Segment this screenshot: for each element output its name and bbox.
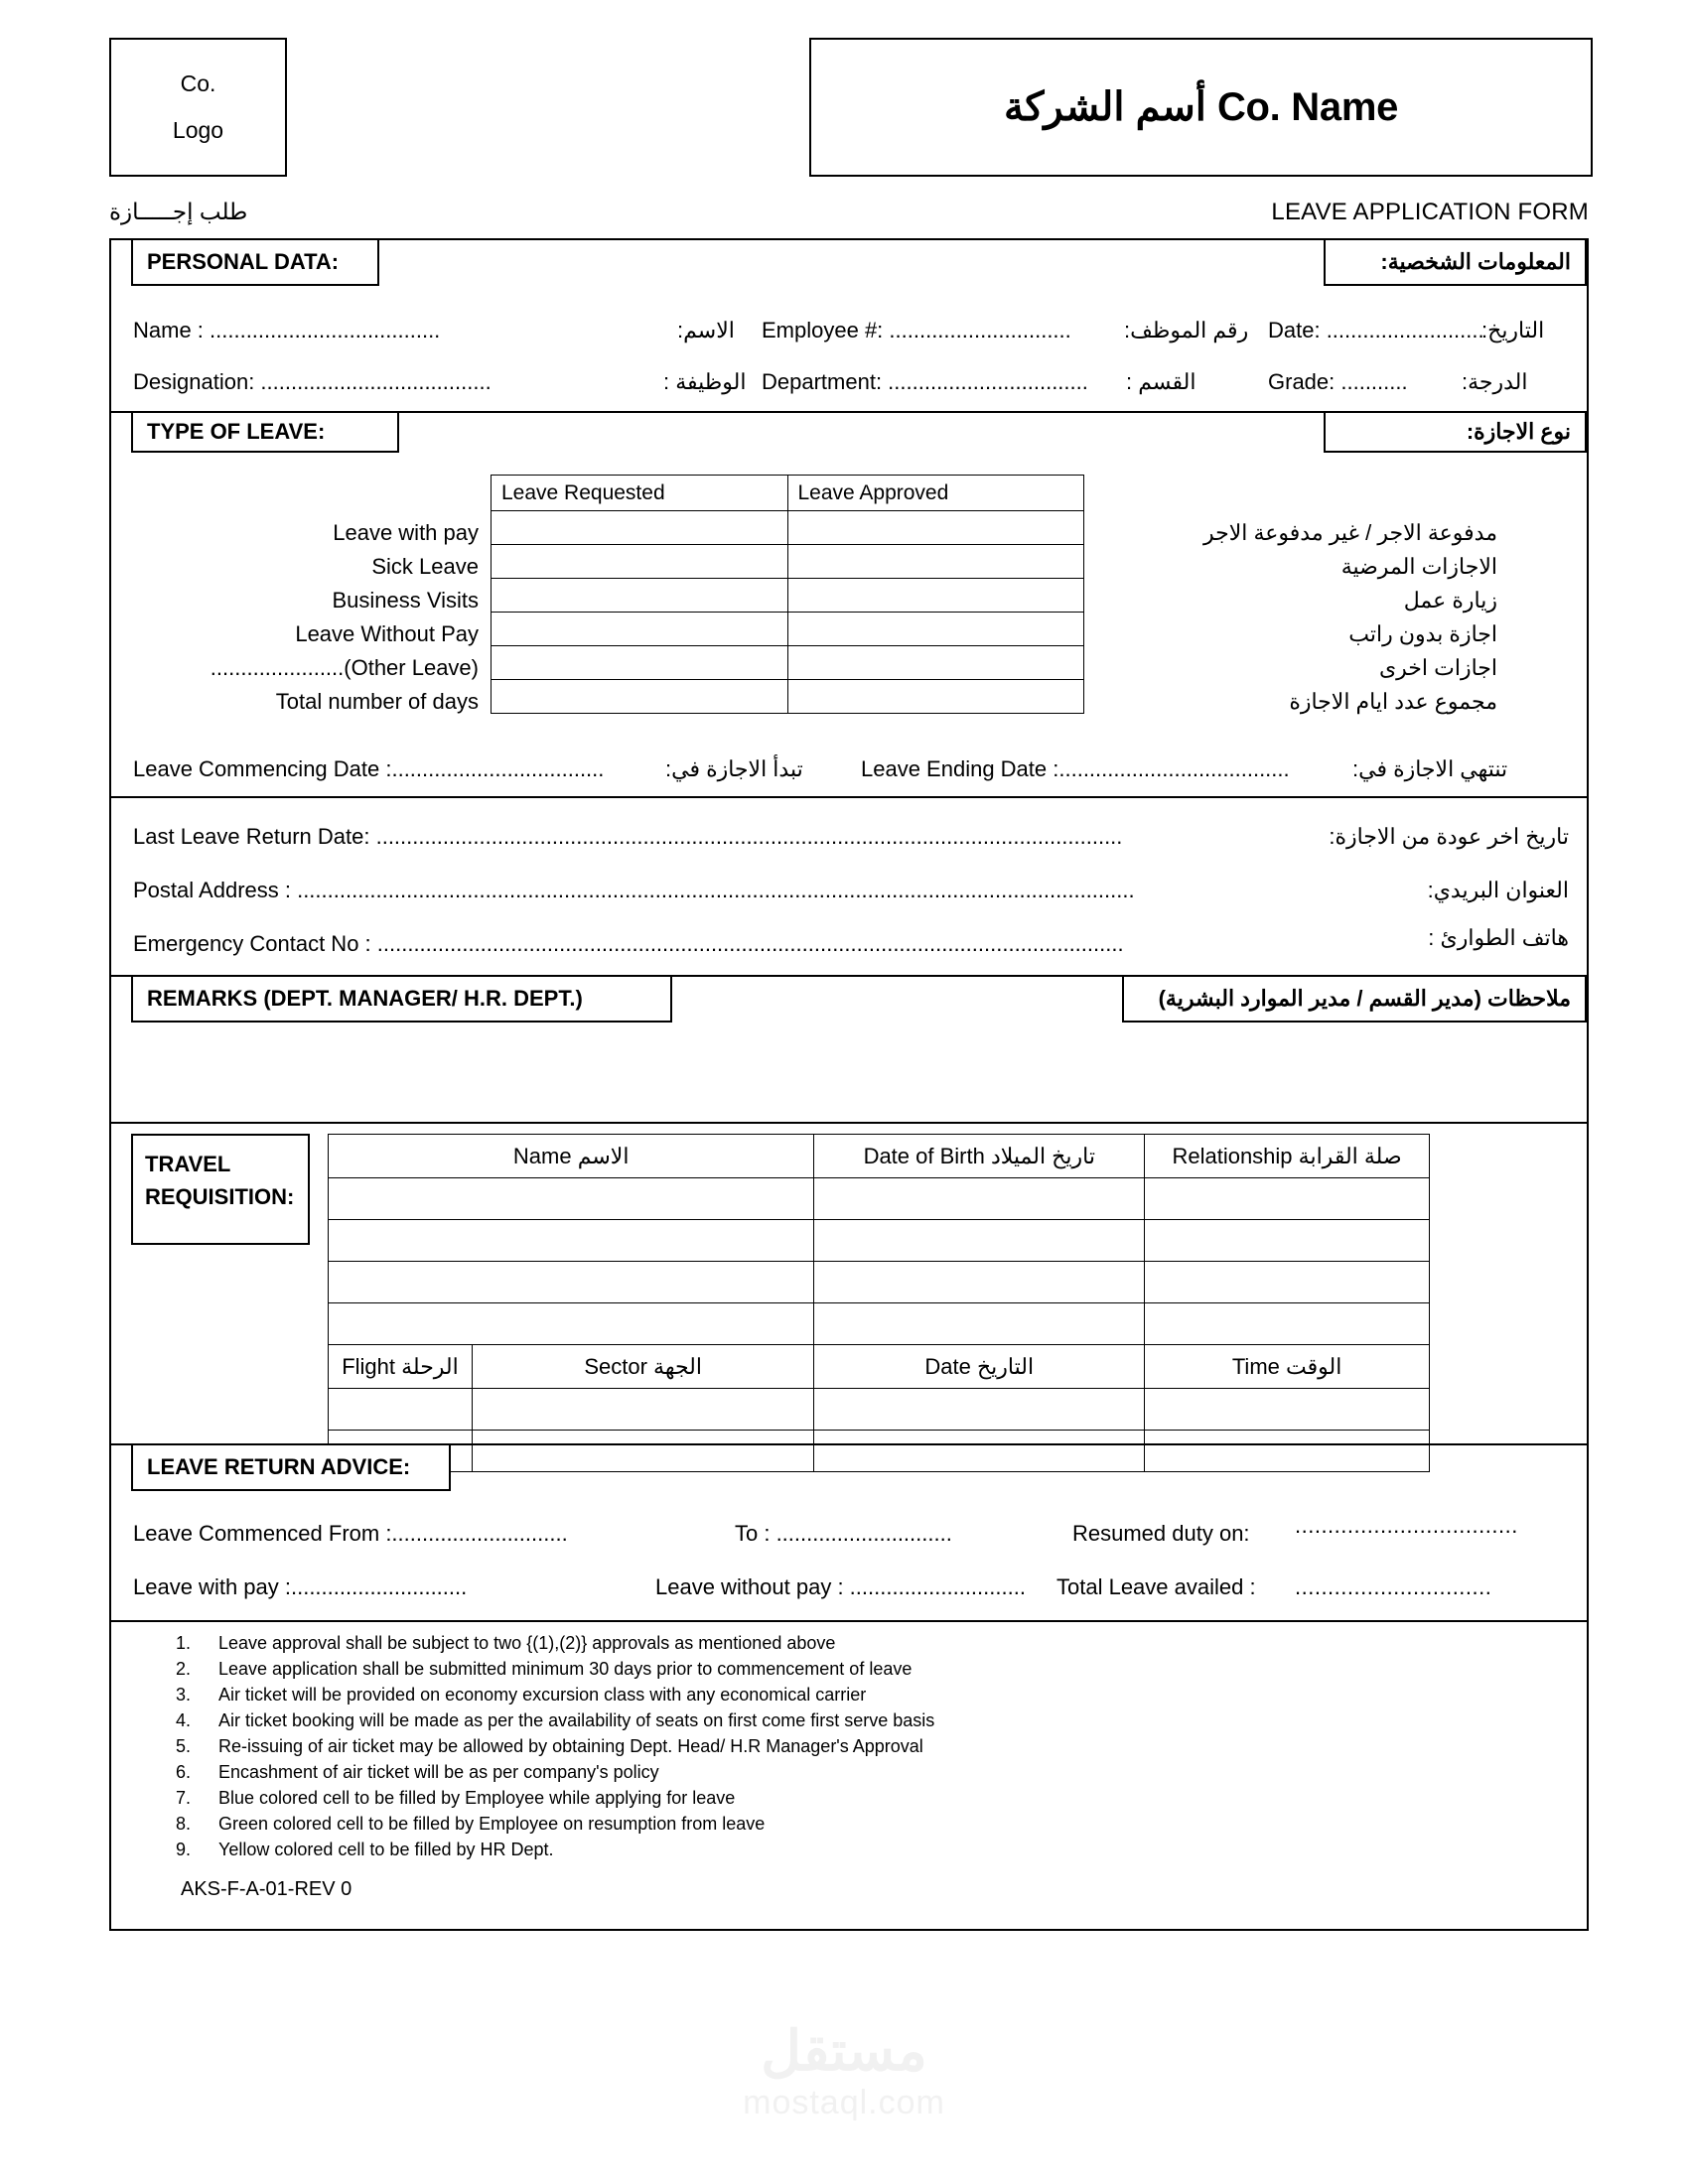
cell-approved-without-pay[interactable] xyxy=(787,613,1084,646)
leave-type-row-business xyxy=(492,579,1084,613)
travel-badge-line-2: REQUISITION: xyxy=(145,1184,295,1209)
travel-cell-relationship[interactable] xyxy=(1145,1220,1430,1262)
travel-cell-relationship[interactable] xyxy=(1145,1303,1430,1345)
divider-notes xyxy=(111,1620,1587,1622)
form-title-en: LEAVE APPLICATION FORM xyxy=(1271,199,1589,225)
travel-cell-dob[interactable] xyxy=(814,1262,1145,1303)
watermark-arabic-text: مستقل xyxy=(761,2019,927,2082)
leave-requested-header: Leave Requested xyxy=(492,476,788,511)
field-postal-address-en[interactable]: Postal Address : .......................................................................................................................................... xyxy=(133,878,1135,902)
table-row xyxy=(329,1431,1430,1472)
field-leave-commenced-to[interactable]: To : ............................. xyxy=(735,1521,952,1546)
field-employee-number-ar: رقم الموظف: xyxy=(1124,318,1249,342)
list-item xyxy=(171,1763,934,1781)
list-item xyxy=(171,1686,934,1704)
cell-approved-with-pay[interactable] xyxy=(787,511,1084,545)
field-grade-ar: الدرجة: xyxy=(1462,369,1528,394)
section-badge-remarks-ar xyxy=(1122,975,1587,1023)
travel-cell-time[interactable] xyxy=(1145,1431,1430,1472)
travel-header-flight: Flight الرحلة xyxy=(329,1345,473,1389)
note-text: Air ticket booking will be made as per the availability of seats on first come first serve basis xyxy=(218,1710,935,1730)
travel-badge-line-1: TRAVEL xyxy=(145,1152,231,1176)
leave-type-header-row xyxy=(492,476,1084,511)
field-name-en[interactable]: Name : ...................................... xyxy=(133,318,441,342)
field-department-en[interactable]: Department: ................................. xyxy=(762,369,1088,394)
field-date-en[interactable]: Date: .......................... xyxy=(1268,318,1484,342)
section-badge-travel-requisition xyxy=(131,1134,310,1245)
leave-type-row-with-pay xyxy=(492,511,1084,545)
leave-type-row-total xyxy=(492,680,1084,714)
travel-header-sector: Sector الجهة xyxy=(472,1345,813,1389)
field-leave-ending-date-en[interactable]: Leave Ending Date :...................................... xyxy=(861,756,1290,781)
note-number: 1. xyxy=(175,1633,191,1653)
mostaql-watermark xyxy=(0,2020,1688,2122)
field-last-leave-return-date-en[interactable]: Last Leave Return Date: ........................................................................................................................... xyxy=(133,824,1123,849)
leave-type-label-business-ar: زيارة عمل xyxy=(1403,588,1497,613)
travel-cell-date[interactable] xyxy=(814,1389,1145,1431)
leave-type-label-with-pay-ar: مدفوعة الاجر / غير مدفوعة الاجر xyxy=(1202,520,1497,545)
field-leave-commenced-from[interactable]: Leave Commenced From :............................. xyxy=(133,1521,568,1546)
travel-cell-dob[interactable] xyxy=(814,1303,1145,1345)
field-total-leave-availed-value[interactable]: .............................. xyxy=(1295,1574,1492,1599)
logo-line-2: Logo xyxy=(172,117,224,143)
section-badge-remarks xyxy=(131,975,672,1023)
list-item xyxy=(171,1711,934,1729)
note-number: 6. xyxy=(175,1762,191,1782)
field-leave-commencing-date-ar: تبدأ الاجازة في: xyxy=(665,756,803,781)
cell-approved-total[interactable] xyxy=(787,680,1084,714)
leave-type-label-sick-ar: الاجازات المرضية xyxy=(1340,554,1497,579)
form-revision-code: AKS-F-A-01-REV 0 xyxy=(181,1878,352,1900)
travel-cell-name[interactable] xyxy=(329,1178,814,1220)
note-text: Encashment of air ticket will be as per company's policy xyxy=(218,1762,659,1782)
note-text: Blue colored cell to be filled by Employee while applying for leave xyxy=(218,1788,736,1808)
travel-cell-relationship[interactable] xyxy=(1145,1178,1430,1220)
travel-cell-name[interactable] xyxy=(329,1262,814,1303)
field-resumed-duty-value[interactable]: .................................. xyxy=(1295,1513,1518,1538)
type-of-leave-label-en: TYPE OF LEAVE: xyxy=(147,419,326,444)
type-of-leave-label-ar: نوع الاجازة: xyxy=(1466,419,1571,444)
travel-cell-name[interactable] xyxy=(329,1303,814,1345)
leave-type-table xyxy=(491,475,1084,714)
section-badge-type-of-leave xyxy=(131,411,399,453)
logo-line-1: Co. xyxy=(180,70,216,96)
form-body xyxy=(109,238,1589,1931)
travel-cell-relationship[interactable] xyxy=(1145,1262,1430,1303)
field-grade-en[interactable]: Grade: ........... xyxy=(1268,369,1408,394)
travel-cell-name[interactable] xyxy=(329,1220,814,1262)
leave-type-row-other xyxy=(492,646,1084,680)
note-number: 3. xyxy=(175,1685,191,1705)
field-leave-ending-date-ar: تنتهي الاجازة في: xyxy=(1352,756,1508,781)
form-title-ar: طلب إجـــــازة xyxy=(109,199,248,224)
field-last-leave-return-date-ar: تاريخ اخر عودة من الاجازة: xyxy=(1329,824,1569,849)
travel-header-dob: Date of Birth تاريخ الميلاد xyxy=(814,1135,1145,1178)
section-badge-personal-data-ar xyxy=(1324,238,1587,286)
travel-header-date: Date التاريخ xyxy=(814,1345,1145,1389)
leave-type-row-sick xyxy=(492,545,1084,579)
table-row xyxy=(329,1303,1430,1345)
leave-type-label-total-days-ar: مجموع عدد ايام الاجازة xyxy=(1289,689,1497,714)
travel-header-time: Time الوقت xyxy=(1145,1345,1430,1389)
cell-requested-with-pay[interactable] xyxy=(492,511,788,545)
list-item xyxy=(171,1789,934,1807)
notes-list xyxy=(171,1634,934,1866)
field-designation-ar: الوظيفة : xyxy=(663,369,747,394)
leave-type-label-total-days: Total number of days xyxy=(275,689,479,714)
note-number: 9. xyxy=(175,1840,191,1859)
travel-header-name: Name الاسم xyxy=(329,1135,814,1178)
note-number: 7. xyxy=(175,1788,191,1808)
field-emergency-contact-en[interactable]: Emergency Contact No : ........................................................................................................................... xyxy=(133,931,1124,956)
leave-approved-header: Leave Approved xyxy=(787,476,1084,511)
leave-type-label-other[interactable]: ......................(Other Leave) xyxy=(210,655,479,680)
note-number: 8. xyxy=(175,1814,191,1834)
travel-person-header-row xyxy=(329,1135,1430,1178)
leave-type-label-business: Business Visits xyxy=(332,588,479,613)
cell-approved-business[interactable] xyxy=(787,579,1084,613)
note-text: Leave approval shall be subject to two {(1),(2)} approvals as mentioned above xyxy=(218,1633,836,1653)
cell-requested-without-pay[interactable] xyxy=(492,613,788,646)
cell-requested-sick[interactable] xyxy=(492,545,788,579)
divider-contact-block xyxy=(111,796,1587,798)
note-text: Leave application shall be submitted minimum 30 days prior to commencement of leave xyxy=(218,1659,913,1679)
field-leave-commencing-date-en[interactable]: Leave Commencing Date :................................... xyxy=(133,756,605,781)
travel-cell-dob[interactable] xyxy=(814,1220,1145,1262)
table-row xyxy=(329,1220,1430,1262)
section-badge-leave-return-advice xyxy=(131,1443,451,1491)
table-row xyxy=(329,1389,1430,1431)
travel-cell-sector[interactable] xyxy=(472,1389,813,1431)
note-text: Air ticket will be provided on economy excursion class with any economical carrier xyxy=(218,1685,867,1705)
form-header xyxy=(109,38,1589,177)
note-text: Yellow colored cell to be filled by HR Dept. xyxy=(218,1840,554,1859)
travel-cell-date[interactable] xyxy=(814,1431,1145,1472)
field-designation-en[interactable]: Designation: ...................................... xyxy=(133,369,492,394)
personal-data-label-ar: المعلومات الشخصية: xyxy=(1380,249,1571,274)
travel-cell-dob[interactable] xyxy=(814,1178,1145,1220)
travel-flight-header-row xyxy=(329,1345,1430,1389)
leave-type-label-without-pay-ar: اجازة بدون راتب xyxy=(1348,621,1497,646)
travel-cell-sector[interactable] xyxy=(472,1431,813,1472)
field-employee-number-en[interactable]: Employee #: .............................. xyxy=(762,318,1071,342)
list-item xyxy=(171,1634,934,1652)
note-number: 4. xyxy=(175,1710,191,1730)
remarks-label-en: REMARKS (DEPT. MANAGER/ H.R. DEPT.) xyxy=(147,986,583,1011)
cell-approved-sick[interactable] xyxy=(787,545,1084,579)
cell-approved-other[interactable] xyxy=(787,646,1084,680)
field-leave-without-pay[interactable]: Leave without pay : ............................. xyxy=(655,1574,1026,1599)
travel-cell-flight[interactable] xyxy=(329,1389,473,1431)
remarks-label-ar: ملاحظات (مدير القسم / مدير الموارد البشرية) xyxy=(1158,986,1571,1011)
travel-header-relationship: Relationship صلة القرابة xyxy=(1145,1135,1430,1178)
leave-type-label-with-pay: Leave with pay xyxy=(333,520,479,545)
personal-data-label-en: PERSONAL DATA: xyxy=(147,249,340,274)
field-postal-address-ar: العنوان البريدي: xyxy=(1427,878,1569,902)
list-item xyxy=(171,1660,934,1678)
note-number: 2. xyxy=(175,1659,191,1679)
field-date-ar: التاريخ: xyxy=(1481,318,1545,342)
table-row xyxy=(329,1262,1430,1303)
watermark-latin-text: mostaql.com xyxy=(743,2083,945,2121)
travel-requisition-table xyxy=(328,1134,1430,1472)
company-name-text: أسم الشركة Co. Name xyxy=(1003,85,1399,129)
list-item xyxy=(171,1841,934,1858)
cell-requested-business[interactable] xyxy=(492,579,788,613)
leave-type-label-other-ar: اجازات اخرى xyxy=(1378,655,1497,680)
field-name-ar: الاسم: xyxy=(677,318,735,342)
leave-type-label-sick: Sick Leave xyxy=(371,554,479,579)
note-text: Re-issuing of air ticket may be allowed by obtaining Dept. Head/ H.R Manager's Approval xyxy=(218,1736,923,1756)
cell-requested-other[interactable] xyxy=(492,646,788,680)
list-item xyxy=(171,1815,934,1833)
remarks-free-text-area[interactable] xyxy=(115,1026,1583,1122)
field-total-leave-availed-label: Total Leave availed : xyxy=(1056,1574,1256,1599)
note-text: Green colored cell to be filled by Employee on resumption from leave xyxy=(218,1814,766,1834)
list-item xyxy=(171,1737,934,1755)
note-number: 5. xyxy=(175,1736,191,1756)
leave-type-row-without-pay xyxy=(492,613,1084,646)
divider-travel-requisition xyxy=(111,1122,1587,1124)
section-badge-personal-data xyxy=(131,238,379,286)
field-department-ar: القسم : xyxy=(1126,369,1196,394)
company-name-box xyxy=(809,38,1593,177)
company-logo-placeholder xyxy=(109,38,287,177)
field-emergency-contact-ar: هاتف الطوارئ : xyxy=(1428,925,1569,950)
field-leave-with-pay[interactable]: Leave with pay :............................. xyxy=(133,1574,468,1599)
travel-cell-time[interactable] xyxy=(1145,1389,1430,1431)
leave-type-label-without-pay: Leave Without Pay xyxy=(295,621,479,646)
table-row xyxy=(329,1178,1430,1220)
field-resumed-duty-label: Resumed duty on: xyxy=(1072,1521,1250,1546)
section-badge-type-of-leave-ar xyxy=(1324,411,1587,453)
leave-return-advice-label: LEAVE RETURN ADVICE: xyxy=(147,1454,411,1479)
cell-requested-total[interactable] xyxy=(492,680,788,714)
